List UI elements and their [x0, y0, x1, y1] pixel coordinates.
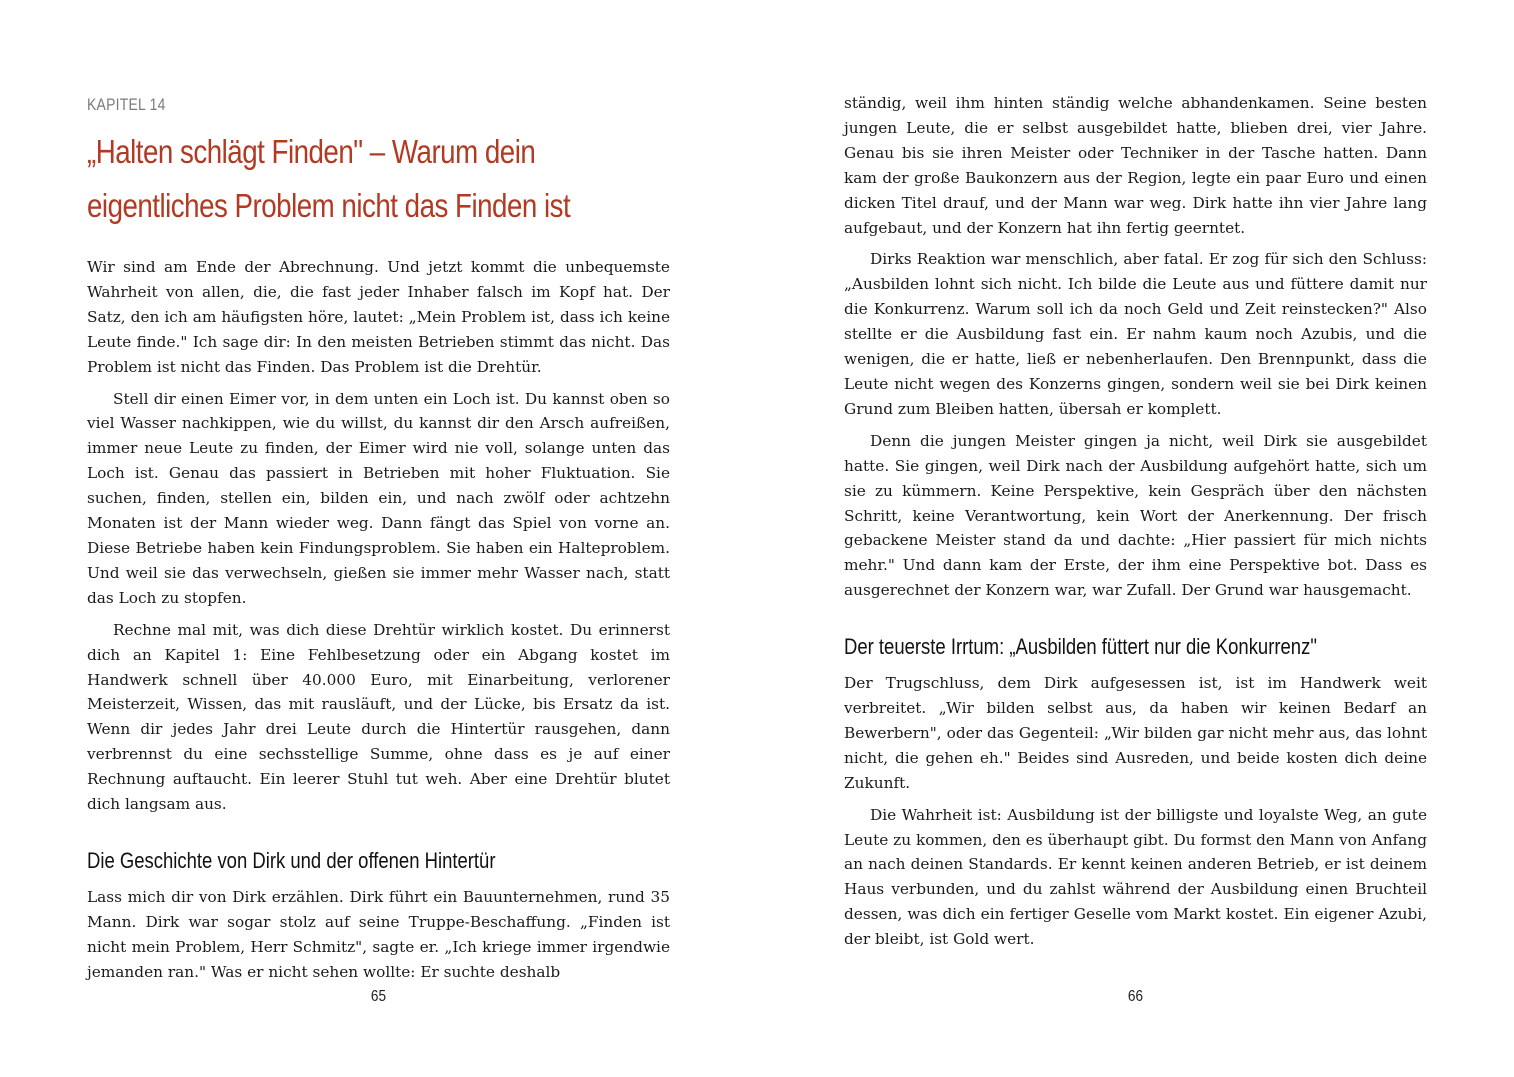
section-heading: Die Geschichte von Dirk und der offenen Hintertür	[87, 847, 496, 873]
section-heading: Der teuerste Irrtum: „Ausbilden füttert nur die Konkurrenz"	[844, 634, 1317, 660]
chapter-title-line-1: „Halten schlägt Finden" – Warum dein	[87, 133, 536, 170]
chapter-title	[87, 125, 670, 233]
right-page-content	[844, 91, 1427, 959]
paragraph: Lass mich dir von Dirk erzählen. Dirk führt ein Bauunternehmen, rund 35 Mann. Dirk war sogar stolz auf seine Truppe-Beschaffung. „Finden ist nicht mein Problem, Herr Schmitz", sagte er. „Ich kriege immer irgendwie jemanden ran." Was er nicht sehen wollte: Er suchte deshalb	[87, 887, 670, 981]
paragraph: ständig, weil ihm hinten ständig welche abhandenkamen. Seine besten jungen Leute, die er selbst ausgebildet hatte, blieben drei, vier Jahre. Genau bis sie ihren Meister oder Techniker in der Tasche hatten. Dann kam der große Baukonzern aus der Region, legte ein paar Euro und einen dicken Titel drauf, und der Mann war weg. Dirk hatte ihn vier Jahre lang aufgebaut, und der Konzern hat ihn fertig geerntet.	[844, 94, 1427, 237]
chapter-label: KAPITEL 14	[87, 95, 166, 114]
paragraph: Wir sind am Ende der Abrechnung. Und jetzt kommt die unbequemste Wahrheit von allen, die, die fast jeder Inhaber falsch im Kopf hat. Der Satz, den ich am häufigsten höre, lautet: „Mein Problem ist, dass ich keine Leute finde." Ich sage dir: In den meisten Betrieben stimmt das nicht. Das Problem ist nicht das Finden. Das Problem ist die Drehtür.	[87, 258, 670, 376]
paragraph: Stell dir einen Eimer vor, in dem unten ein Loch ist. Du kannst oben so viel Wasser nachkippen, wie du willst, du kannst dir den Arsch aufreißen, immer neue Leute zu finden, der Eimer wird nie voll, solange unten das Loch ist. Genau das passiert in Betrieben mit hoher Fluktuation. Sie suchen, finden, stellen ein, bilden ein, und nach zwölf oder achtzehn Monaten ist der Mann wieder weg. Dann fängt das Spiel von vorne an. Diese Betriebe haben kein Findungsproblem. Sie haben ein Halteproblem. Und weil sie das verwechseln, gießen sie immer mehr Wasser nach, statt das Loch zu stopfen.	[87, 389, 670, 607]
left-page-content	[87, 93, 670, 992]
chapter-title-line-2: eigentliches Problem nicht das Finden ist	[87, 187, 571, 224]
paragraph: Dirks Reaktion war menschlich, aber fatal. Er zog für sich den Schluss: „Ausbilden lohnt sich nicht. Ich bilde die Leute aus und füttere damit nur die Konkurrenz. Warum soll ich da noch Geld und Zeit reinstecken?" Also stellte er die Ausbildung fast ein. Er nahm kaum noch Azubis, und die wenigen, die er hatte, ließ er nebenherlaufen. Den Brennpunkt, dass die Leute nicht wegen des Konzerns gingen, sondern weil sie bei Dirk keinen Grund zum Bleiben hatten, übersah er komplett.	[844, 250, 1427, 418]
paragraph: Die Wahrheit ist: Ausbildung ist der billigste und loyalste Weg, an gute Leute zu kommen, den es überhaupt gibt. Du formst den Mann von Anfang an nach deinen Standards. Er kennt keinen anderen Betrieb, er ist deinem Haus verbunden, und du zahlst während der Ausbildung einen Bruchteil dessen, was dich ein fertiger Geselle vom Markt kostet. Ein eigener Azubi, der bleibt, ist Gold wert.	[844, 805, 1427, 949]
page-number: 65	[370, 988, 387, 1005]
paragraph: Rechne mal mit, was dich diese Drehtür wirklich kostet. Du erinnerst dich an Kapitel 1: Eine Fehlbesetzung oder ein Abgang kostet im Handwerk schnell über 40.000 Euro, mit Einarbeitung, verlorener Meisterzeit, Wissen, das mit rausläuft, und der Lücke, bis Ersatz da ist. Wenn dir jedes Jahr drei Leute durch die Hintertür rausgehen, dann verbrennst du eine sechsstellige Summe, ohne dass es je auf einer Rechnung auftaucht. Ein leerer Stuhl tut weh. Aber eine Drehtür blutet dich langsam aus.	[87, 620, 670, 814]
right-page	[844, 0, 1427, 1077]
paragraph: Denn die jungen Meister gingen ja nicht, weil Dirk sie ausgebildet hatte. Sie gingen, weil Dirk nach der Ausbildung aufgehört hatte, sich um sie zu kümmern. Keine Perspektive, kein Gespräch über den nächsten Schritt, keine Verantwortung, kein Wort der Anerkennung. Der frisch gebackene Meister stand da und dachte: „Hier passiert für mich nichts mehr." Und dann kam der Erste, der ihm eine Perspektive bot. Dass es ausgerechnet der Konzern war, war Zufall. Der Grund war hausgemacht.	[844, 431, 1427, 600]
left-page	[87, 0, 670, 1077]
paragraph: Der Trugschluss, dem Dirk aufgesessen ist, ist im Handwerk weit verbreitet. „Wir bilden selbst aus, da haben wir keinen Bedarf an Bewerbern", oder das Gegenteil: „Wir bilden gar nicht mehr aus, das lohnt nicht, die gehen eh." Beides sind Ausreden, und beide kosten dich deine Zukunft.	[844, 674, 1427, 792]
page-number: 66	[1127, 988, 1144, 1005]
